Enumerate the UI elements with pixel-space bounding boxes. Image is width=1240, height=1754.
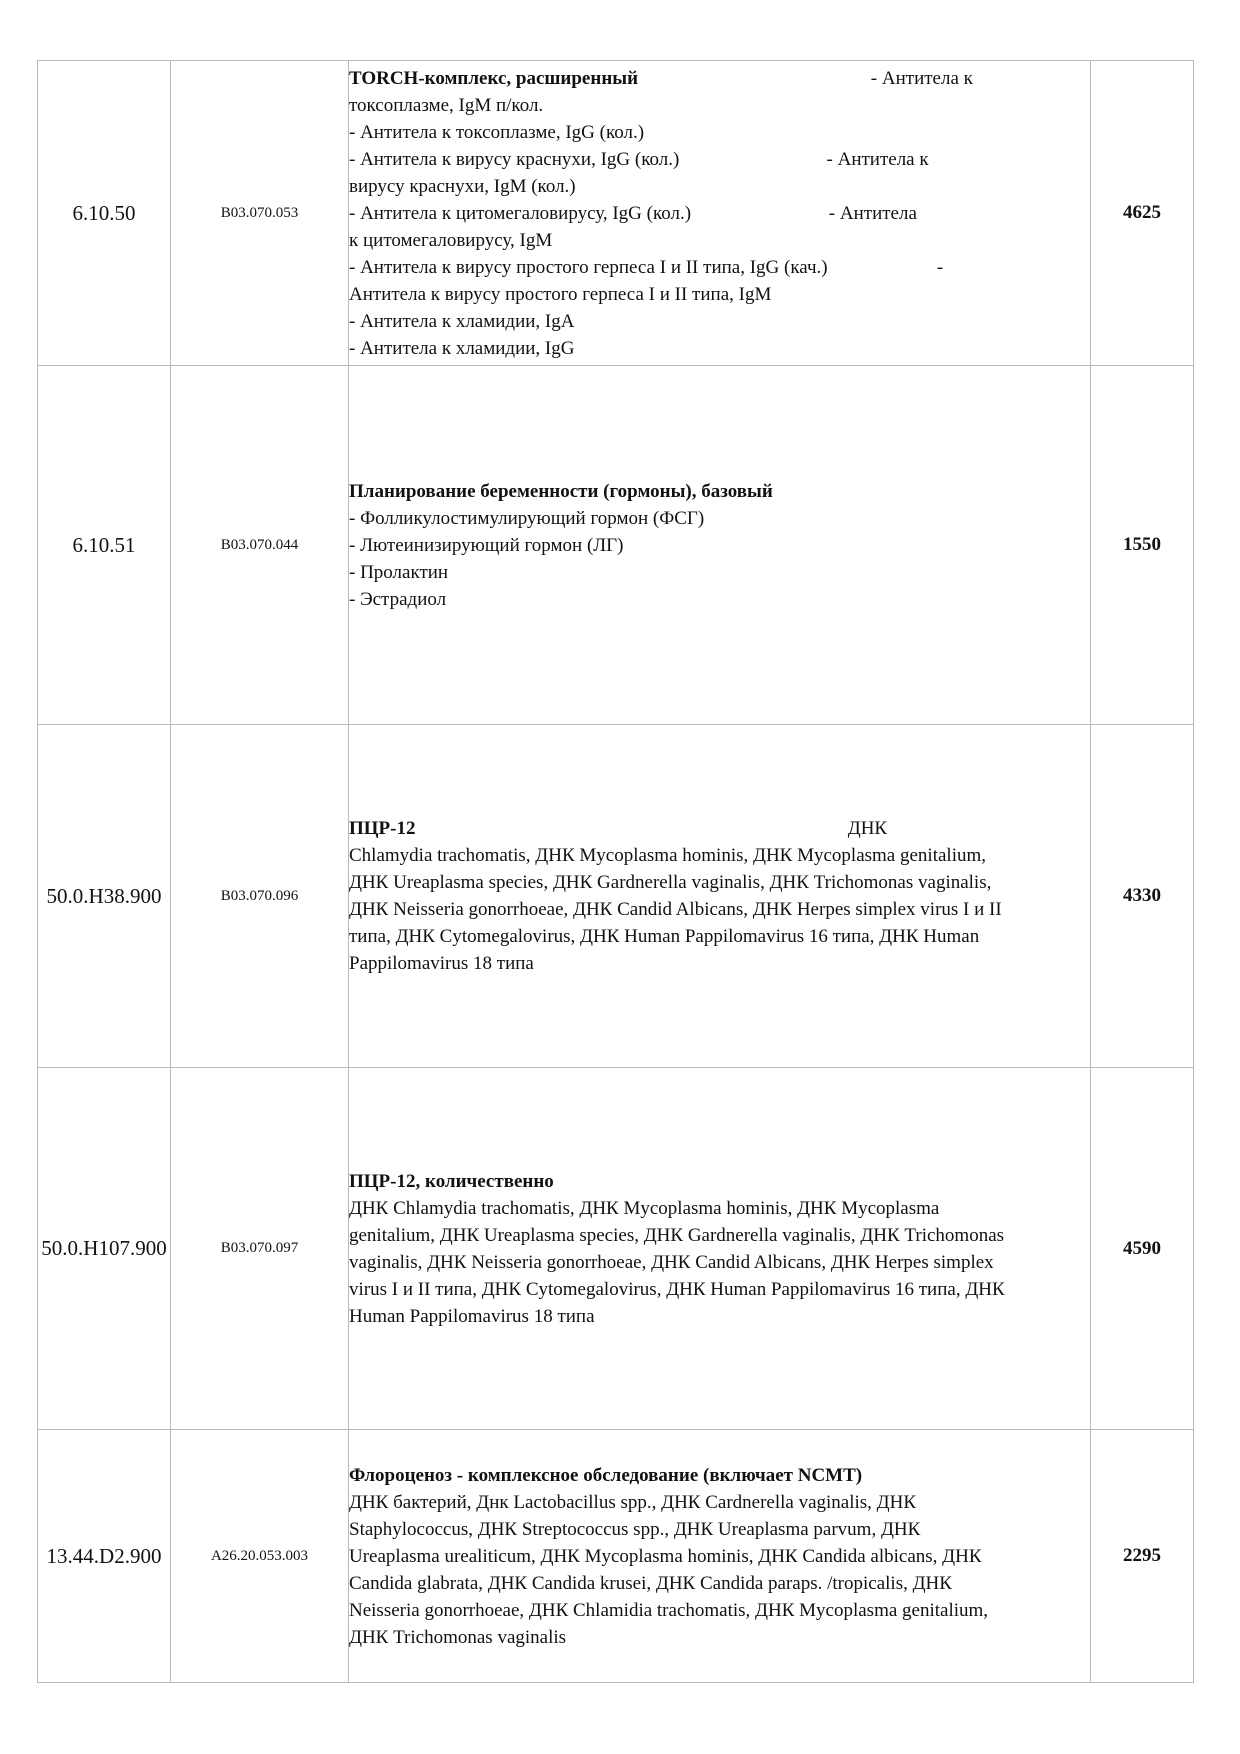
description-line (349, 1249, 1090, 1276)
row-service-code: B03.070.053 (171, 61, 349, 366)
description-line (349, 1276, 1090, 1303)
description-line (349, 308, 1090, 335)
description-line (349, 227, 1090, 254)
row-code: 13.44.D2.900 (38, 1430, 171, 1683)
row-description (349, 1430, 1091, 1683)
description-text: ДНК Chlamydia trachomatis, ДНК Mycoplasma hominis, ДНК Mycoplasma (349, 1197, 940, 1219)
description-text: Pappilomavirus 18 типа (349, 953, 534, 974)
description-line (349, 869, 1090, 896)
price-table (37, 60, 1194, 1683)
description-line (349, 92, 1090, 119)
description-text: - Антитела к хламидии, IgA (349, 310, 575, 332)
description-line (349, 1195, 1090, 1222)
description-line (349, 586, 1090, 613)
description-text: Human Pappilomavirus 18 типа (349, 1305, 595, 1327)
description-text: Антитела к вирусу простого герпеса I и II типа, IgM (349, 283, 772, 305)
description-line (349, 559, 1090, 586)
description-text: - Лютеинизирующий гормон (ЛГ) (349, 534, 624, 556)
description-text: к цитомегаловирусу, IgM (349, 229, 553, 251)
table-row (38, 366, 1194, 725)
description-text: - Пролактин (349, 561, 449, 583)
row-price: 4330 (1091, 725, 1194, 1068)
description-text: Staphylococcus, ДНК Streptococcus spp., ДНК Ureaplasma parvum, ДНК (349, 1518, 921, 1540)
description-text: - Антитела к (638, 67, 973, 89)
description-text: ДНК (415, 818, 888, 839)
description-line (349, 1489, 1090, 1516)
description-line (349, 146, 1090, 173)
service-title: ПЦР-12 (349, 818, 416, 839)
price-table-body (38, 61, 1194, 1683)
row-code: 50.0.H107.900 (38, 1068, 171, 1430)
description-line (349, 1168, 1090, 1195)
row-description (349, 366, 1091, 725)
description-text: vaginalis, ДНК Neisseria gonorrhoeae, ДНК Candid Albicans, ДНК Herpes simplex (349, 1251, 994, 1273)
description-line (349, 923, 1090, 950)
description-line (349, 1624, 1090, 1651)
description-line (349, 200, 1090, 227)
row-price: 4625 (1091, 61, 1194, 366)
description-text: Candida glabrata, ДНК Candida krusei, ДНК Candida paraps. /tropicalis, ДНК (349, 1572, 952, 1594)
description-text: типа, ДНК Cytomegalovirus, ДНК Human Pappilomavirus 16 типа, ДНК Human (349, 926, 980, 947)
description-line (349, 119, 1090, 146)
description-text: вирусу краснухи, IgM (кол.) (349, 175, 576, 197)
service-title: ПЦР-12, количественно (349, 1170, 554, 1192)
table-row (38, 725, 1194, 1068)
description-text: Neisseria gonorrhoeae, ДНК Chlamidia trachomatis, ДНК Mycoplasma genitalium, (349, 1599, 989, 1621)
description-text: токсоплазме, IgM п/кол. (349, 94, 544, 116)
row-code: 6.10.51 (38, 366, 171, 725)
description-text: Chlamydia trachomatis, ДНК Mycoplasma hominis, ДНК Mycoplasma genitalium, (349, 845, 987, 866)
row-description (349, 725, 1091, 1068)
description-line (349, 532, 1090, 559)
description-line (349, 1570, 1090, 1597)
row-service-code: B03.070.044 (171, 366, 349, 725)
row-price: 1550 (1091, 366, 1194, 725)
row-service-code: B03.070.096 (171, 725, 349, 1068)
description-text: ДНК Trichomonas vaginalis (349, 1626, 567, 1648)
description-text: genitalium, ДНК Ureaplasma species, ДНК Gardnerella vaginalis, ДНК Trichomonas (349, 1224, 1005, 1246)
description-text: - Антитела к токсоплазме, IgG (кол.) (349, 121, 645, 143)
row-price: 4590 (1091, 1068, 1194, 1430)
service-title: Планирование беременности (гормоны), базовый (349, 480, 773, 502)
description-text: - Антитела к хламидии, IgG (349, 337, 575, 359)
description-line (349, 1462, 1090, 1489)
description-text: - Антитела к цитомегаловирусу, IgG (кол.) - Антитела (349, 202, 917, 224)
row-service-code: A26.20.053.003 (171, 1430, 349, 1683)
description-line (349, 478, 1090, 505)
service-title: TORCH-комплекс, расширенный (349, 67, 639, 89)
row-code: 50.0.H38.900 (38, 725, 171, 1068)
description-line (349, 1222, 1090, 1249)
row-price: 2295 (1091, 1430, 1194, 1683)
description-line (349, 842, 1090, 869)
description-line (349, 1516, 1090, 1543)
description-text: ДНК Neisseria gonorrhoeae, ДНК Candid Albicans, ДНК Herpes simplex virus I и II (349, 899, 1002, 920)
description-line (349, 65, 1090, 92)
description-line (349, 173, 1090, 200)
description-line (349, 815, 1090, 842)
row-description (349, 61, 1091, 366)
description-line (349, 335, 1090, 362)
description-line (349, 1597, 1090, 1624)
row-code: 6.10.50 (38, 61, 171, 366)
description-line (349, 950, 1090, 977)
description-text: - Фолликулостимулирующий гормон (ФСГ) (349, 507, 705, 529)
table-row (38, 1068, 1194, 1430)
description-text: - Антитела к вирусу краснухи, IgG (кол.) - Антитела к (349, 148, 929, 170)
description-text: virus I и II типа, ДНК Cytomegalovirus, ДНК Human Pappilomavirus 16 типа, ДНК (349, 1278, 1005, 1300)
service-title: Флороценоз - комплексное обследование (включает NCMT) (349, 1464, 863, 1486)
description-text: ДНК Ureaplasma species, ДНК Gardnerella vaginalis, ДНК Trichomonas vaginalis, (349, 872, 992, 893)
table-row (38, 61, 1194, 366)
description-line (349, 1303, 1090, 1330)
description-line (349, 896, 1090, 923)
description-line (349, 505, 1090, 532)
description-text: - Эстрадиол (349, 588, 447, 610)
description-line (349, 1543, 1090, 1570)
description-line (349, 254, 1090, 281)
row-service-code: B03.070.097 (171, 1068, 349, 1430)
description-text: ДНК бактерий, Днк Lactobacillus spp., ДНК Cardnerella vaginalis, ДНК (349, 1491, 917, 1513)
description-text: - Антитела к вирусу простого герпеса I и II типа, IgG (кач.) - (349, 256, 944, 278)
description-line (349, 281, 1090, 308)
row-description (349, 1068, 1091, 1430)
table-row (38, 1430, 1194, 1683)
description-text: Ureaplasma urealiticum, ДНК Mycoplasma hominis, ДНК Candida albicans, ДНК (349, 1545, 982, 1567)
